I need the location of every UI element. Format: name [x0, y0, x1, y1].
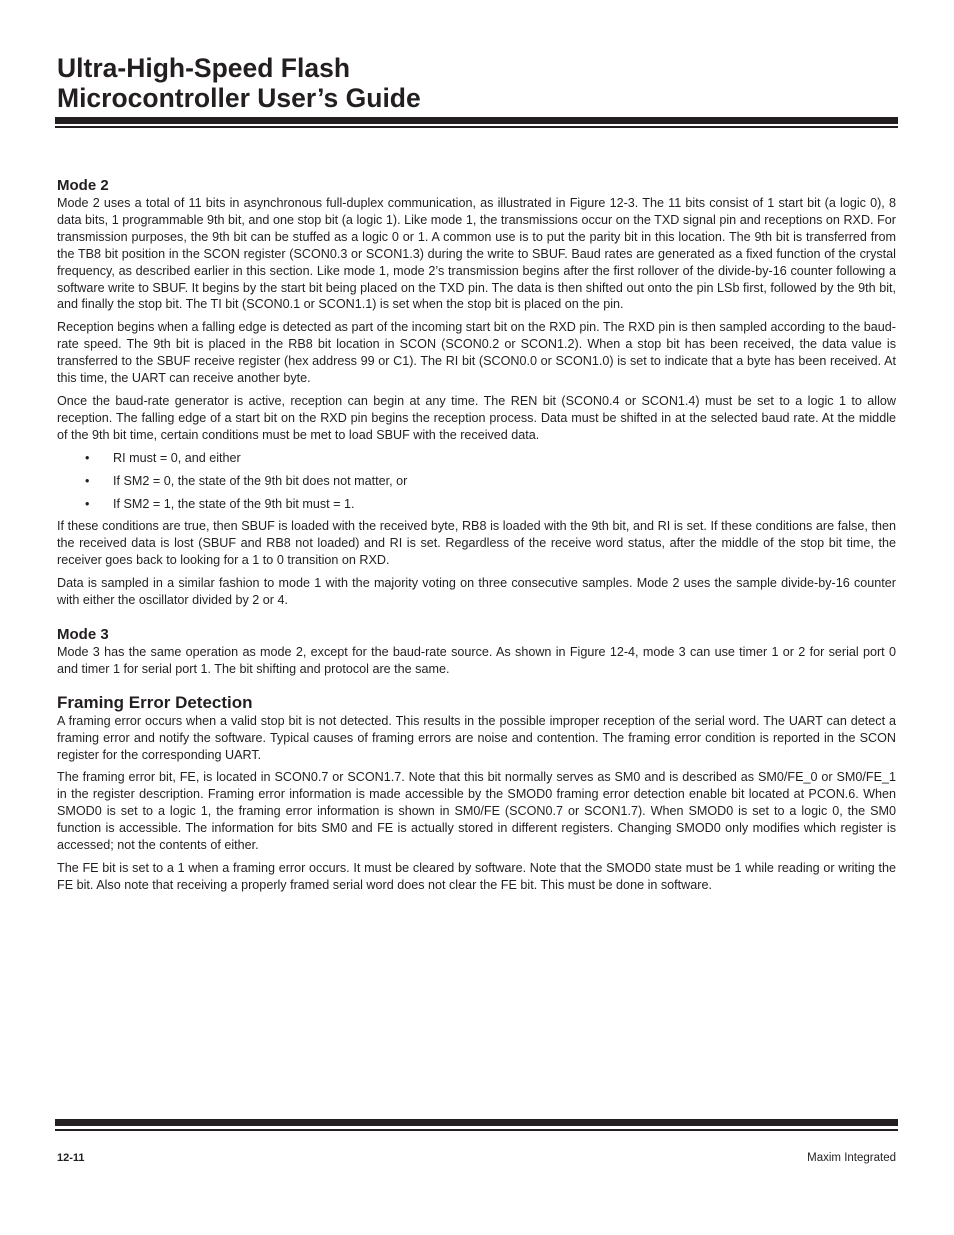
main-content — [57, 176, 896, 900]
bullet-icon: • — [85, 496, 90, 511]
mode-3-heading: Mode 3 — [57, 625, 109, 643]
page-header — [57, 53, 898, 113]
publisher-name: Maxim Integrated — [807, 1152, 896, 1164]
list-item-text: RI must = 0, and either — [113, 450, 241, 465]
mode-2-paragraph-2: Reception begins when a falling edge is detected as part of the incoming start bit on the RXD pin. The RXD pin is then sampled according to the baud-rate speed. The 9th bit is placed in the RB8 bit location in SCON (SCON0.2 or SCON1.2). When a stop bit has been received, the data value is transferred to the SBUF receive register (hex address 99 or C1). The RI bit (SCON0.0 or SCON1.0) is set to indicate that a byte has been received. At this time, the UART can receive another byte. — [57, 320, 896, 386]
framing-error-heading: Framing Error Detection — [57, 692, 253, 712]
mode-2-paragraph-5: Data is sampled in a similar fashion to mode 1 with the majority voting on three consecutive samples. Mode 2 uses the sample divide-by-16 counter with either the oscillator divided by 2 or 4. — [57, 576, 896, 608]
document-title-line-1: Ultra-High-Speed Flash — [57, 53, 351, 83]
bullet-icon: • — [85, 450, 90, 465]
section-mode-3 — [57, 625, 896, 678]
mode-3-paragraph-1: Mode 3 has the same operation as mode 2, except for the baud-rate source. As shown in Figure 12-4, mode 3 can use timer 1 or 2 for serial port 0 and timer 1 for serial port 1. The bit shifting and protocol are the same. — [57, 644, 896, 676]
list-item-text: If SM2 = 1, the state of the 9th bit must = 1. — [113, 496, 355, 511]
framing-error-paragraph-2: The framing error bit, FE, is located in SCON0.7 or SCON1.7. Note that this bit normally serves as SM0 and is described as SM0/FE_0 or SM0/FE_1 in the register description. Framing error information is made accessible by the SMOD0 framing error detection enable bit located at PCON.6. When SMOD0 is set to a logic 1, the framing error information is shown in SM0/FE (SCON0.7 or SCON1.7). When SMOD0 is set to a logic 0, the SM0 function is accessible. The information for bits SM0 and FE is actually stored in different registers. Changing SMOD0 only modifies which register is accessed; not the contents of either. — [57, 770, 896, 853]
list-item — [57, 450, 896, 467]
mode-2-paragraph-3: Once the baud-rate generator is active, reception can begin at any time. The REN bit (SCON0.4 or SCON1.4) must be set to a logic 1 to allow reception. The falling edge of a start bit on the RXD pin begins the reception process. Data must be shifted in at the selected baud rate. At the middle of the 9th bit time, certain conditions must be met to load SBUF with the received data. — [57, 393, 896, 442]
document-title-line-2: Microcontroller User’s Guide — [57, 83, 421, 113]
footer-rule-thin — [55, 1129, 898, 1131]
section-mode-2 — [57, 176, 896, 609]
mode-2-heading: Mode 2 — [57, 177, 109, 194]
page-number: 12-11 — [57, 1152, 85, 1164]
list-item — [57, 496, 896, 513]
framing-error-paragraph-1: A framing error occurs when a valid stop bit is not detected. This results in the possible improper reception of the serial word. The UART can detect a framing error and notify the software. Typical causes of framing errors are noise and contention. The framing error condition is reported in the SCON register for the corresponding UART. — [57, 713, 896, 762]
header-rule-thin — [55, 126, 898, 128]
header-rule-thick — [55, 117, 898, 124]
section-framing-error-detection — [57, 692, 896, 894]
framing-error-paragraph-3: The FE bit is set to a 1 when a framing error occurs. It must be cleared by software. Note that the SMOD0 state must be 1 while reading or writing the FE bit. Also note that receiving a properly framed serial word does not clear the FE bit. This must be done in software. — [57, 861, 896, 892]
list-item — [57, 473, 896, 490]
mode-2-paragraph-1: Mode 2 uses a total of 11 bits in asynchronous full-duplex communication, as illustrated in Figure 12-3. The 11 bits consist of 1 start bit (a logic 0), 8 data bits, 1 programmable 9th bit, and one stop bit (a logic 1). Like mode 1, the transmissions occur on the TXD signal pin and receptions on RXD. For transmission purposes, the 9th bit can be stuffed as a logic 0 or 1. A common use is to put the parity bit in this location. The 9th bit is transferred from the TB8 bit position in the SCON register (SCON0.3 or SCON1.3) during the write to SBUF. Baud rates are generated as a fixed function of the crystal frequency, as described earlier in this section. Like mode 1, mode 2’s transmission begins after the first rollover of the divide-by-16 counter following a software write to SBUF. It begins by the start bit being placed on the TXD pin. The data is then shifted out onto the pin LSb first, followed by the 9th bit, and finally the stop bit. The TI bit (SCON0.1 or SCON1.1) is set when the stop bit is placed on the pin. — [57, 196, 896, 312]
document-title — [57, 53, 898, 113]
load-conditions-list — [57, 450, 896, 513]
mode-2-paragraph-4: If these conditions are true, then SBUF is loaded with the received byte, RB8 is loaded with the 9th bit, and RI is set. If these conditions are false, then the received data is lost (SBUF and RB8 not loaded) and RI is set. Regardless of the receive word status, after the middle of the stop bit time, the receiver goes back to looking for a 1 to 0 transition on RXD. — [57, 519, 896, 568]
bullet-icon: • — [85, 473, 90, 488]
list-item-text: If SM2 = 0, the state of the 9th bit does not matter, or — [113, 473, 408, 488]
footer-rule-thick — [55, 1119, 898, 1126]
